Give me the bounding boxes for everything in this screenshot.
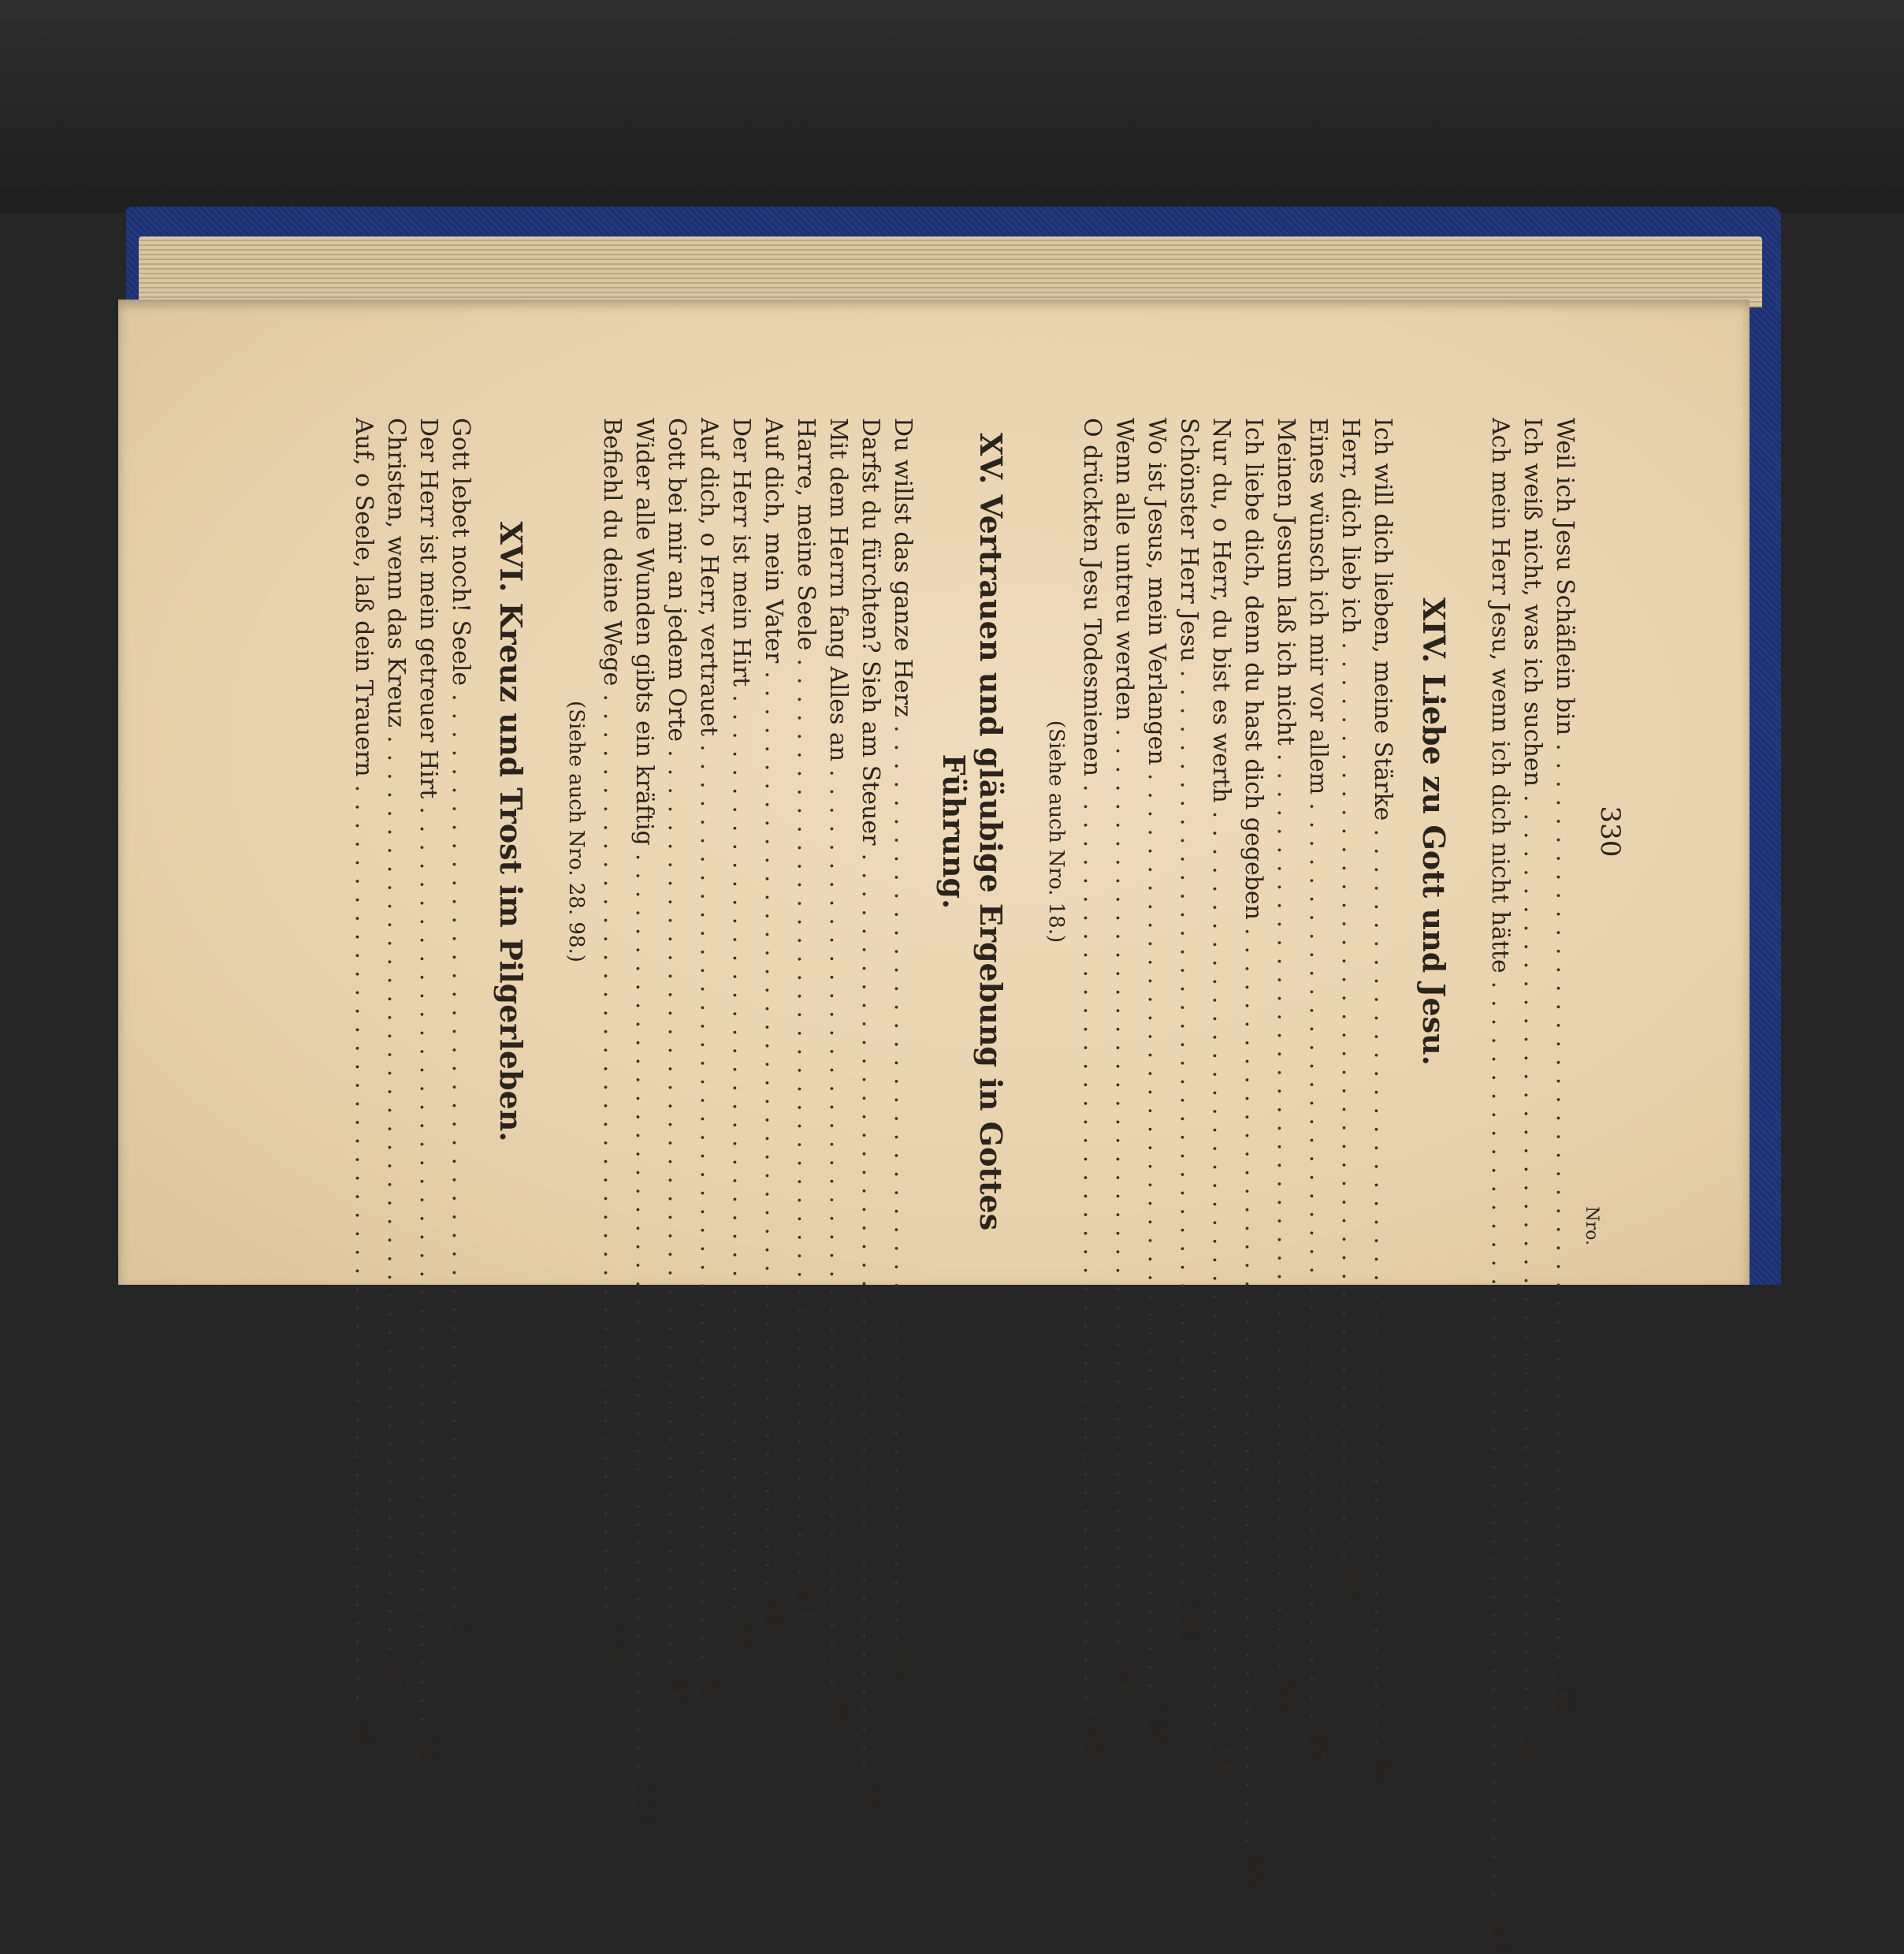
list-item: O drückten Jesu Todesmienen .................................................. 149 xyxy=(1078,418,1106,1758)
list-item: Christen, wenn das Kreuz .................................................. 37 xyxy=(382,418,410,1694)
list-item: Darfst du fürchten? Sieh am Steuer .................................................. 30 xyxy=(857,418,885,1811)
list-item: Ich liebe dich, denn du hast dich gegeben .................................................. 86 xyxy=(1240,418,1268,1885)
index-text-column xyxy=(236,418,1626,1954)
section-heading: XV. Vertrauen und gläubige Ergebung in Gottes Führung. xyxy=(936,432,1010,1231)
page-number: 330 xyxy=(1594,806,1626,858)
list-item: Schönster Herr Jesu .................................................. 116 xyxy=(1175,418,1203,1643)
list-item: Der Herr ist mein Hirt .................................................. 61 xyxy=(727,418,756,1653)
section-entries xyxy=(592,418,917,1826)
list-item: Befiehl du deine Wege .................................................. 137 xyxy=(598,418,627,1667)
cross-reference-note: (Siehe auch Nro. 18.) xyxy=(1044,720,1069,944)
list-item: Ich weiß nicht, was ich suchen .................................................. 126 xyxy=(1519,418,1546,1768)
list-item: Wo ist Jesus, mein Verlangen .................................................. 120 xyxy=(1143,418,1171,1746)
section-heading: XIV. Liebe zu Gott und Jesu. xyxy=(1416,597,1452,1066)
page-edges xyxy=(139,236,1762,307)
number-column-label: Nro. xyxy=(1582,1206,1601,1245)
list-item: Wenn alle untreu werden .................................................. 143 xyxy=(1110,418,1139,1702)
list-item: Gott bei mir an jedem Orte .................................................. 91 xyxy=(663,418,691,1708)
list-item: Gott lebet noch! Seele .................................................. 3 xyxy=(447,418,474,1636)
list-item: Weil ich Jesu Schäflein bin .................................................. 108 xyxy=(1551,418,1579,1717)
list-item: Auf dich, mein Vater .................................................. 49 xyxy=(760,418,788,1629)
list-item: Harre, meine Seele .................................................. 41 xyxy=(792,418,820,1617)
running-head xyxy=(1576,418,1626,1245)
list-item: Ich will dich lieben, meine Stärke .................................................. 20 xyxy=(1369,418,1397,1787)
list-item: Du willst das ganze Herz .................................................. 12 xyxy=(889,418,917,1683)
section-heading: XVI. Kreuz und Trost im Pilgerleben. xyxy=(493,521,530,1142)
cross-reference-note: (Siehe auch Nro. 28. 98.) xyxy=(564,701,589,962)
list-item: Ach mein Herr Jesu, wenn ich dich nicht hätte .................................................. 163 xyxy=(1486,418,1514,1954)
list-item: Meinen Jesum laß ich nicht .................................................. 63 xyxy=(1272,418,1300,1711)
list-item: Herr, dich lieb ich .................................................. 22 xyxy=(1337,418,1365,1600)
list-item: Eines wünsch ich mir vor allem .................................................. 26 xyxy=(1304,418,1333,1761)
list-item: Auf dich, o Herr, vertrauet .................................................. 73 xyxy=(695,418,723,1703)
list-item: Auf, o Seele, laß dein Trauern .................................................. 38 xyxy=(350,418,377,1743)
section-entries xyxy=(343,418,474,1765)
top-entries xyxy=(1479,418,1579,1954)
list-item: Nur du, o Herr, du bist es werth .................................................. 110 xyxy=(1207,418,1236,1784)
section-entries xyxy=(1072,418,1397,1885)
list-item: Mit dem Herrn fang Alles an .................................................. 35 xyxy=(824,418,853,1728)
list-item: Der Herr ist mein getreuer Hirt .................................................. 28 xyxy=(415,418,442,1765)
list-item: Wider alle Wunden gibts ein kräftig .................................................. 112 xyxy=(630,418,659,1826)
dark-background xyxy=(0,0,1904,213)
